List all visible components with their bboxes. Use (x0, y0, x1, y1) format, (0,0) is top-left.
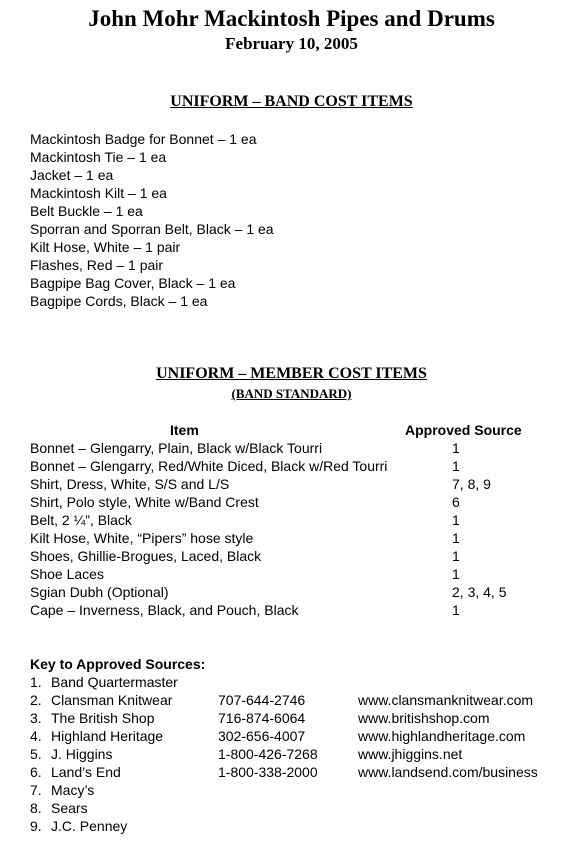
source-number: 5. (30, 746, 42, 762)
row-item: Bonnet – Glengarry, Plain, Black w/Black Tourri (30, 440, 323, 456)
table-row (30, 457, 570, 475)
member-cost-heading: UNIFORM – MEMBER COST ITEMS (156, 365, 427, 382)
source-number: 4. (30, 728, 42, 744)
member-cost-table (30, 439, 570, 619)
source-number: 6. (30, 764, 42, 780)
table-row (30, 511, 570, 529)
source-row (30, 673, 575, 691)
list-item: Mackintosh Badge for Bonnet – 1 ea (30, 131, 257, 147)
table-row (30, 547, 570, 565)
source-name: Clansman Knitwear (51, 692, 173, 708)
source-row (30, 727, 575, 745)
source-name: J.C. Penney (51, 818, 128, 834)
table-row (30, 493, 570, 511)
source-row (30, 763, 575, 781)
row-source: 1 (452, 566, 460, 582)
band-cost-list (30, 130, 274, 310)
row-item: Shoe Laces (30, 566, 104, 582)
source-name: Sears (51, 800, 88, 816)
source-row (30, 745, 575, 763)
document-title: John Mohr Mackintosh Pipes and Drums (88, 6, 495, 31)
source-phone: 302-656-4007 (218, 728, 306, 744)
table-row (30, 583, 570, 601)
list-item: Sporran and Sporran Belt, Black – 1 ea (30, 221, 274, 237)
list-item: Mackintosh Tie – 1 ea (30, 149, 167, 165)
source-row (30, 709, 575, 727)
row-source: 1 (452, 548, 460, 564)
item-column-header: Item (170, 422, 199, 438)
row-source: 1 (452, 458, 460, 474)
list-item: Mackintosh Kilt – 1 ea (30, 185, 167, 201)
row-item: Kilt Hose, White, “Pipers” hose style (30, 530, 254, 546)
table-row (30, 601, 570, 619)
source-column-header: Approved Source (405, 422, 522, 438)
source-website: www.jhiggins.net (358, 746, 463, 762)
list-item: Bagpipe Cords, Black – 1 ea (30, 293, 208, 309)
source-number: 9. (30, 818, 42, 834)
row-source: 1 (452, 512, 460, 528)
table-row (30, 439, 570, 457)
source-website: www.landsend.com/business (358, 764, 538, 780)
table-row (30, 475, 570, 493)
member-table-header (0, 421, 583, 439)
source-number: 7. (30, 782, 42, 798)
row-item: Belt, 2 ¼”, Black (30, 512, 132, 528)
list-item: Flashes, Red – 1 pair (30, 257, 164, 273)
source-name: Highland Heritage (51, 728, 164, 744)
source-row (30, 799, 575, 817)
source-phone: 1-800-338-2000 (218, 764, 318, 780)
source-name: J. Higgins (51, 746, 113, 762)
source-phone: 1-800-426-7268 (218, 746, 318, 762)
source-website: www.britishshop.com (358, 710, 490, 726)
source-phone: 707-644-2746 (218, 692, 306, 708)
sources-key-heading: Key to Approved Sources: (30, 656, 206, 672)
source-name: Macy’s (51, 782, 95, 798)
source-name: Band Quartermaster (51, 674, 178, 690)
document-date: February 10, 2005 (225, 34, 358, 53)
source-number: 2. (30, 692, 42, 708)
source-row (30, 817, 575, 835)
source-number: 3. (30, 710, 42, 726)
list-item: Bagpipe Bag Cover, Black – 1 ea (30, 275, 236, 291)
source-row (30, 691, 575, 709)
band-cost-heading: UNIFORM – BAND COST ITEMS (170, 93, 413, 110)
row-item: Shirt, Polo style, White w/Band Crest (30, 494, 259, 510)
source-number: 8. (30, 800, 42, 816)
sources-key-list (30, 673, 575, 835)
row-item: Bonnet – Glengarry, Red/White Diced, Black w/Red Tourri (30, 458, 388, 474)
list-item: Jacket – 1 ea (30, 167, 114, 183)
source-name: Land’s End (51, 764, 121, 780)
row-source: 2, 3, 4, 5 (452, 584, 507, 600)
row-source: 1 (452, 530, 460, 546)
source-row (30, 781, 575, 799)
row-item: Cape – Inverness, Black, and Pouch, Black (30, 602, 299, 618)
row-item: Sgian Dubh (Optional) (30, 584, 169, 600)
table-row (30, 565, 570, 583)
row-source: 1 (452, 602, 460, 618)
source-website: www.highlandheritage.com (358, 728, 526, 744)
list-item: Belt Buckle – 1 ea (30, 203, 143, 219)
list-item: Kilt Hose, White – 1 pair (30, 239, 181, 255)
source-name: The British Shop (51, 710, 155, 726)
source-website: www.clansmanknitwear.com (358, 692, 534, 708)
source-phone: 716-874-6064 (218, 710, 306, 726)
row-source: 7, 8, 9 (452, 476, 491, 492)
row-source: 1 (452, 440, 460, 456)
row-source: 6 (452, 494, 460, 510)
table-row (30, 529, 570, 547)
row-item: Shoes, Ghillie-Brogues, Laced, Black (30, 548, 262, 564)
member-cost-subheading: (BAND STANDARD) (231, 386, 352, 401)
row-item: Shirt, Dress, White, S/S and L/S (30, 476, 230, 492)
source-number: 1. (30, 674, 42, 690)
